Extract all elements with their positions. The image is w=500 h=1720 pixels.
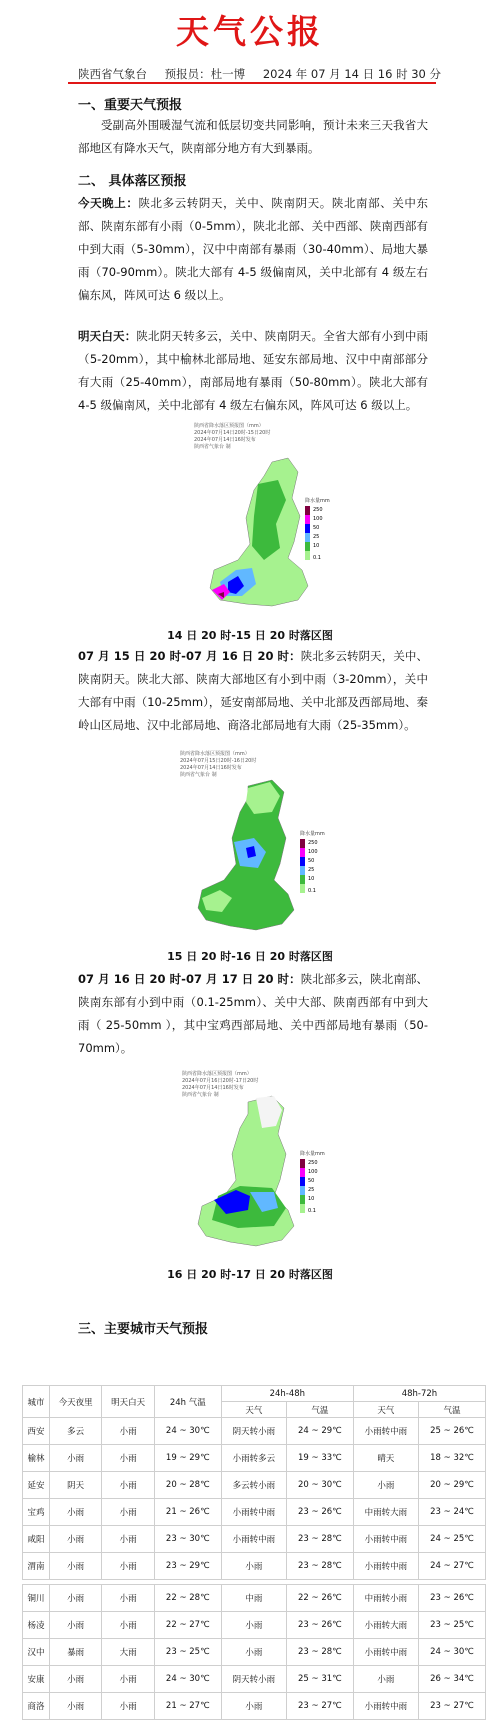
table-cell: 小雨转中雨 — [353, 1639, 418, 1666]
table-cell: 22 ~ 28℃ — [154, 1585, 221, 1612]
table-cell: 大雨 — [102, 1639, 154, 1666]
agency-name: 陕西省气象台 — [78, 67, 147, 81]
table-cell: 23 ~ 26℃ — [286, 1612, 353, 1639]
table-cell: 23 ~ 26℃ — [419, 1585, 486, 1612]
table-cell: 小雨转中雨 — [221, 1526, 286, 1553]
period3-text: 陕北多云转阴天，关中、陕南阴天。陕北大部、陕南大部地区有小到中雨（3-20mm），关中大部有中雨（10-25mm），延安南部局地、关中北部及西部局地、秦岭山区局地、汉中北部局地、商洛北部局地有大雨（25-35mm）。 — [78, 649, 428, 732]
svg-text:25: 25 — [308, 867, 315, 873]
svg-text:25: 25 — [308, 1187, 315, 1193]
col-period-48-72: 48h-72h — [353, 1386, 485, 1402]
svg-text:0.1: 0.1 — [313, 555, 321, 560]
table-cell: 20 ~ 28℃ — [154, 1472, 221, 1499]
col-city: 城市 — [23, 1386, 50, 1418]
table-cell: 20 ~ 29℃ — [419, 1472, 486, 1499]
table-cell: 宝鸡 — [23, 1499, 50, 1526]
col-temp24: 24h 气温 — [154, 1386, 221, 1418]
table-cell: 24 ~ 27℃ — [419, 1553, 486, 1580]
table-cell: 小雨转多云 — [221, 1445, 286, 1472]
table-cell: 汉中 — [23, 1639, 50, 1666]
table-cell: 小雨 — [353, 1666, 418, 1693]
table-cell: 小雨转大雨 — [353, 1612, 418, 1639]
table-cell: 延安 — [23, 1472, 50, 1499]
table-cell: 多云转小雨 — [221, 1472, 286, 1499]
section1-text: 受副高外围暖湿气流和低层切变共同影响，预计未来三天我省大部地区有降水天气，陕南部分地方有大到暴雨。 — [78, 118, 428, 155]
svg-text:0.1: 0.1 — [308, 1208, 316, 1213]
table-row — [23, 1445, 486, 1472]
table-cell: 21 ~ 26℃ — [154, 1499, 221, 1526]
table-cell: 小雨 — [102, 1499, 154, 1526]
table-cell: 晴天 — [353, 1445, 418, 1472]
table-cell: 小雨 — [49, 1585, 101, 1612]
table-cell: 小雨转中雨 — [221, 1499, 286, 1526]
svg-text:100: 100 — [308, 849, 318, 855]
table-cell: 小雨 — [102, 1418, 154, 1445]
tonight-paragraph — [78, 192, 428, 307]
table-cell: 小雨 — [49, 1445, 101, 1472]
city-table-body — [23, 1418, 486, 1720]
map1-caption: 14 日 20 时-15 日 20 时落区图 — [167, 629, 333, 642]
table-cell: 中雨转小雨 — [353, 1585, 418, 1612]
col-weather: 天气 — [221, 1402, 286, 1418]
table-row — [23, 1472, 486, 1499]
table-cell: 小雨 — [102, 1666, 154, 1693]
table-cell: 中雨 — [221, 1585, 286, 1612]
map2-legend-bar — [300, 837, 330, 893]
svg-text:250: 250 — [308, 840, 318, 846]
period4-text: 陕北部多云，陕北南部、陕南东部有小到中雨（0.1-25mm）、关中大部、陕南西部有中到大雨（ 25-50mm ），其中宝鸡西部局地、关中西部局地有暴雨（50-70mm）。 — [78, 972, 428, 1055]
table-cell: 小雨 — [49, 1526, 101, 1553]
map1-legend: 降水量mm 250 100 50 25 10 0.1 — [305, 497, 335, 562]
table-cell: 小雨 — [102, 1693, 154, 1720]
table-cell: 22 ~ 26℃ — [286, 1585, 353, 1612]
table-cell: 小雨 — [49, 1499, 101, 1526]
period3-label: 07 月 15 日 20 时-07 月 16 日 20 时： — [78, 649, 301, 663]
table-cell: 小雨 — [102, 1612, 154, 1639]
col-weather: 天气 — [353, 1402, 418, 1418]
svg-text:10: 10 — [313, 543, 320, 549]
table-cell: 25 ~ 26℃ — [419, 1418, 486, 1445]
tonight-text: 陕北多云转阴天，关中、陕南阴天。陕北南部、关中东部、陕南东部有小雨（0-5mm），陕北北部、关中西部、陕南西部有中到大雨（5-30mm），汉中中南部有暴雨（30-40mm）、局地大暴雨（70-90mm）。陕北大部有 4-5 级偏南风，关中北部有 4 级左右偏东风，阵风可达 6 级以上。 — [78, 196, 429, 302]
table-row — [23, 1526, 486, 1553]
svg-text:25: 25 — [313, 534, 320, 540]
table-cell: 26 ~ 34℃ — [419, 1666, 486, 1693]
table-cell: 23 ~ 28℃ — [286, 1639, 353, 1666]
table-cell: 小雨 — [102, 1445, 154, 1472]
table-cell: 小雨 — [49, 1553, 101, 1580]
table-cell: 23 ~ 24℃ — [419, 1499, 486, 1526]
map2-caption: 15 日 20 时-16 日 20 时落区图 — [167, 950, 333, 963]
table-cell: 商洛 — [23, 1693, 50, 1720]
tomorrow-paragraph — [78, 325, 428, 417]
col-temp: 气温 — [286, 1402, 353, 1418]
svg-text:100: 100 — [313, 516, 323, 522]
svg-text:50: 50 — [313, 525, 320, 531]
tomorrow-text: 陕北阴天转多云，关中、陕南阴天。全省大部有小到中雨（5-20mm），其中榆林北部局地、延安东部局地、汉中中南部部分有大雨（25-40mm），南部局地有暴雨（50-80mm）。陕北大部有 4-5 级偏南风，关中北部有 4 级左右偏东风，阵风可达 6 级以上。 — [78, 329, 429, 412]
table-cell: 阴天转小雨 — [221, 1666, 286, 1693]
col-tonight: 今天夜里 — [49, 1386, 101, 1418]
table-cell: 阴天转小雨 — [221, 1418, 286, 1445]
table-cell: 23 ~ 25℃ — [154, 1639, 221, 1666]
city-forecast-table — [22, 1385, 486, 1720]
table-row — [23, 1666, 486, 1693]
table-row — [23, 1639, 486, 1666]
table-row — [23, 1418, 486, 1445]
table-cell: 咸阳 — [23, 1526, 50, 1553]
header-divider — [68, 82, 436, 84]
table-cell: 25 ~ 31℃ — [286, 1666, 353, 1693]
svg-text:250: 250 — [308, 1160, 318, 1166]
table-cell: 阴天 — [49, 1472, 101, 1499]
table-row — [23, 1585, 486, 1612]
table-cell: 21 ~ 27℃ — [154, 1693, 221, 1720]
table-cell: 23 ~ 27℃ — [419, 1693, 486, 1720]
table-cell: 小雨 — [221, 1612, 286, 1639]
table-cell: 23 ~ 25℃ — [419, 1612, 486, 1639]
table-cell: 小雨 — [102, 1472, 154, 1499]
svg-text:250: 250 — [313, 507, 323, 513]
svg-text:50: 50 — [308, 1178, 315, 1184]
svg-text:100: 100 — [308, 1169, 318, 1175]
map3-caption: 16 日 20 时-17 日 20 时落区图 — [167, 1268, 333, 1281]
period4-paragraph — [78, 968, 428, 1060]
table-cell: 24 ~ 30℃ — [419, 1639, 486, 1666]
table-cell: 24 ~ 30℃ — [154, 1418, 221, 1445]
period3-paragraph — [78, 645, 428, 737]
table-cell: 暴雨 — [49, 1639, 101, 1666]
section3-heading: 三、主要城市天气预报 — [78, 1322, 209, 1337]
map3-legend-bar — [300, 1157, 330, 1213]
table-cell: 23 ~ 28℃ — [286, 1553, 353, 1580]
col-temp: 气温 — [419, 1402, 486, 1418]
table-cell: 22 ~ 27℃ — [154, 1612, 221, 1639]
table-cell: 小雨转中雨 — [353, 1418, 418, 1445]
table-cell: 小雨 — [221, 1693, 286, 1720]
table-cell: 19 ~ 29℃ — [154, 1445, 221, 1472]
map3-header: 陕西省降水落区预报图（mm） 2024年07月16日20时-17日20时 2024年07月14日16时发布 陕西省气象台 制 — [182, 1071, 259, 1098]
table-cell: 20 ~ 30℃ — [286, 1472, 353, 1499]
table-cell: 小雨 — [353, 1472, 418, 1499]
tonight-label: 今天晚上： — [78, 196, 139, 210]
table-row — [23, 1499, 486, 1526]
table-cell: 小雨转中雨 — [353, 1693, 418, 1720]
table-cell: 小雨 — [49, 1666, 101, 1693]
table-cell: 小雨 — [102, 1553, 154, 1580]
col-tomorrow: 明天白天 — [102, 1386, 154, 1418]
svg-text:10: 10 — [308, 876, 315, 882]
table-cell: 23 ~ 29℃ — [154, 1553, 221, 1580]
table-row — [23, 1612, 486, 1639]
map1-header: 陕西省降水落区预报图（mm） 2024年07月14日20时-15日20时 2024年07月14日16时发布 陕西省气象台 制 — [194, 423, 271, 450]
section1-heading: 一、重要天气预报 — [78, 98, 183, 113]
table-cell: 23 ~ 26℃ — [286, 1499, 353, 1526]
table-cell: 24 ~ 30℃ — [154, 1666, 221, 1693]
table-cell: 小雨 — [49, 1693, 101, 1720]
table-row — [23, 1693, 486, 1720]
bulletin-title: 天气公报 — [176, 12, 324, 51]
table-cell: 杨凌 — [23, 1612, 50, 1639]
forecaster-name: 预报员：杜一博 — [164, 67, 246, 81]
table-cell: 24 ~ 25℃ — [419, 1526, 486, 1553]
period4-label: 07 月 16 日 20 时-07 月 17 日 20 时： — [78, 972, 301, 986]
issue-time: 2024 年 07 月 14 日 16 时 30 分 — [262, 67, 442, 81]
table-row — [23, 1553, 486, 1580]
map2-header: 陕西省降水落区预报图（mm） 2024年07月15日20时-16日20时 2024年07月14日16时发布 陕西省气象台 制 — [180, 751, 257, 778]
table-cell: 小雨转中雨 — [353, 1526, 418, 1553]
tomorrow-label: 明天白天： — [78, 329, 137, 343]
svg-text:0.1: 0.1 — [308, 888, 316, 893]
svg-text:10: 10 — [308, 1196, 315, 1202]
table-cell: 23 ~ 28℃ — [286, 1526, 353, 1553]
table-cell: 小雨 — [221, 1639, 286, 1666]
col-period-24-48: 24h-48h — [221, 1386, 353, 1402]
section2-heading: 二、 具体落区预报 — [78, 174, 187, 189]
table-cell: 中雨转大雨 — [353, 1499, 418, 1526]
svg-text:50: 50 — [308, 858, 315, 864]
table-cell: 多云 — [49, 1418, 101, 1445]
table-cell: 19 ~ 33℃ — [286, 1445, 353, 1472]
table-cell: 小雨转中雨 — [353, 1553, 418, 1580]
table-cell: 小雨 — [102, 1585, 154, 1612]
bulletin-header — [78, 66, 445, 82]
table-cell: 安康 — [23, 1666, 50, 1693]
table-cell: 榆林 — [23, 1445, 50, 1472]
table-cell: 小雨 — [49, 1612, 101, 1639]
table-cell: 小雨 — [221, 1553, 286, 1580]
table-cell: 铜川 — [23, 1585, 50, 1612]
table-cell: 渭南 — [23, 1553, 50, 1580]
table-cell: 18 ~ 32℃ — [419, 1445, 486, 1472]
table-cell: 24 ~ 29℃ — [286, 1418, 353, 1445]
table-cell: 西安 — [23, 1418, 50, 1445]
table-cell: 23 ~ 27℃ — [286, 1693, 353, 1720]
map2-legend: 降水量mm 250 100 50 25 10 0.1 — [300, 830, 330, 895]
table-cell: 23 ~ 30℃ — [154, 1526, 221, 1553]
map3-legend: 降水量mm 250 100 50 25 10 0.1 — [300, 1150, 330, 1215]
map1-legend-bar — [305, 504, 335, 560]
table-cell: 小雨 — [102, 1526, 154, 1553]
